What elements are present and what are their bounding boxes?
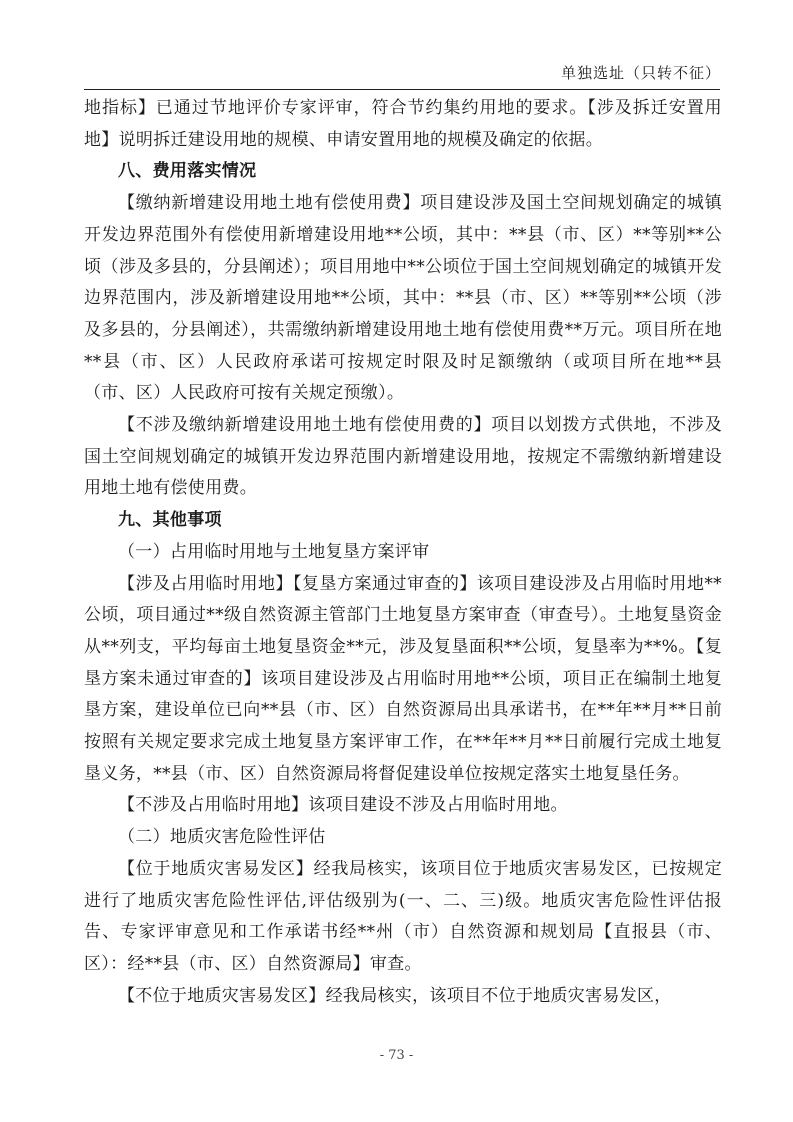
header-label: 单独选址（只转不征） (560, 64, 721, 82)
subsection-heading-geohazard: （二）地质灾害危险性评估 (118, 827, 326, 848)
section-heading-other: 九、其他事项 (118, 510, 222, 531)
paragraph-fee-exemption: 【不涉及缴纳新增建设用地土地有偿使用费的】项目以划拨方式供地，不涉及国土空间规划确定的城镇开发边界范围内新增建设用地，按规定不需缴纳新增建设用地土地有偿使用费。 (84, 415, 722, 499)
paragraph-no-temporary-land: 【不涉及占用临时用地】该项目建设不涉及占用临时用地。 (118, 795, 568, 816)
page-number: - 73 - (379, 1048, 414, 1063)
paragraph-fee-payment: 【缴纳新增建设用地土地有偿使用费】项目建设涉及国土空间规划确定的城镇开发边界范围外有偿使用新增建设用地**公顷，其中：**县（市、区）**等别**公顷（涉及多县的，分县阐述）；项目用地中**公顷位于国土空间规划确定的城镇开发边界范围内，涉及新增建设用地**公顷，其中：**县（市、区）**等别**公顷（涉及多县的，分县阐述），共需缴纳新增建设用地土地有偿使用费**万元。项目所在地**县（市、区）人民政府承诺可按规定时限及时足额缴纳（或项目所在地**县（市、区）人民政府可按有关规定预缴）。 (84, 193, 722, 404)
paragraph-continuation: 地指标】已通过节地评价专家评审，符合节约集约用地的要求。【涉及拆迁安置用地】说明拆迁建设用地的规模、申请安置用地的规模及确定的依据。 (84, 98, 722, 150)
subsection-heading-temporary-land: （一）占用临时用地与土地复垦方案评审 (118, 541, 430, 562)
header-divider (84, 89, 720, 90)
document-body (84, 93, 722, 1012)
paragraph-not-geohazard-area: 【不位于地质灾害易发区】经我局核实，该项目不位于地质灾害易发区， (118, 985, 672, 1006)
paragraph-geohazard-area: 【位于地质灾害易发区】经我局核实，该项目位于地质灾害易发区，已按规定进行了地质灾害危险性评估,评估级别为(一、二、三)级。地质灾害危险性评估报告、专家评审意见和工作承诺书经**州（市）自然资源和规划局【直报县（市、区）：经**县（市、区）自然资源局】审查。 (84, 858, 722, 974)
section-heading-fees: 八、费用落实情况 (118, 161, 257, 182)
paragraph-temporary-land: 【涉及占用临时用地】【复垦方案通过审查的】该项目建设涉及占用临时用地**公顷，项目通过**级自然资源主管部门土地复垦方案审查（审查号）。土地复垦资金从**列支，平均每亩土地复垦资金**元，涉及复垦面积**公顷，复垦率为**%。【复垦方案未通过审查的】该项目建设涉及占用临时用地**公顷，项目正在编制土地复垦方案，建设单位已向**县（市、区）自然资源局出具承诺书，在**年**月**日前按照有关规定要求完成土地复垦方案评审工作，在**年**月**日前履行完成土地复垦义务，**县（市、区）自然资源局将督促建设单位按规定落实土地复垦任务。 (84, 573, 722, 784)
